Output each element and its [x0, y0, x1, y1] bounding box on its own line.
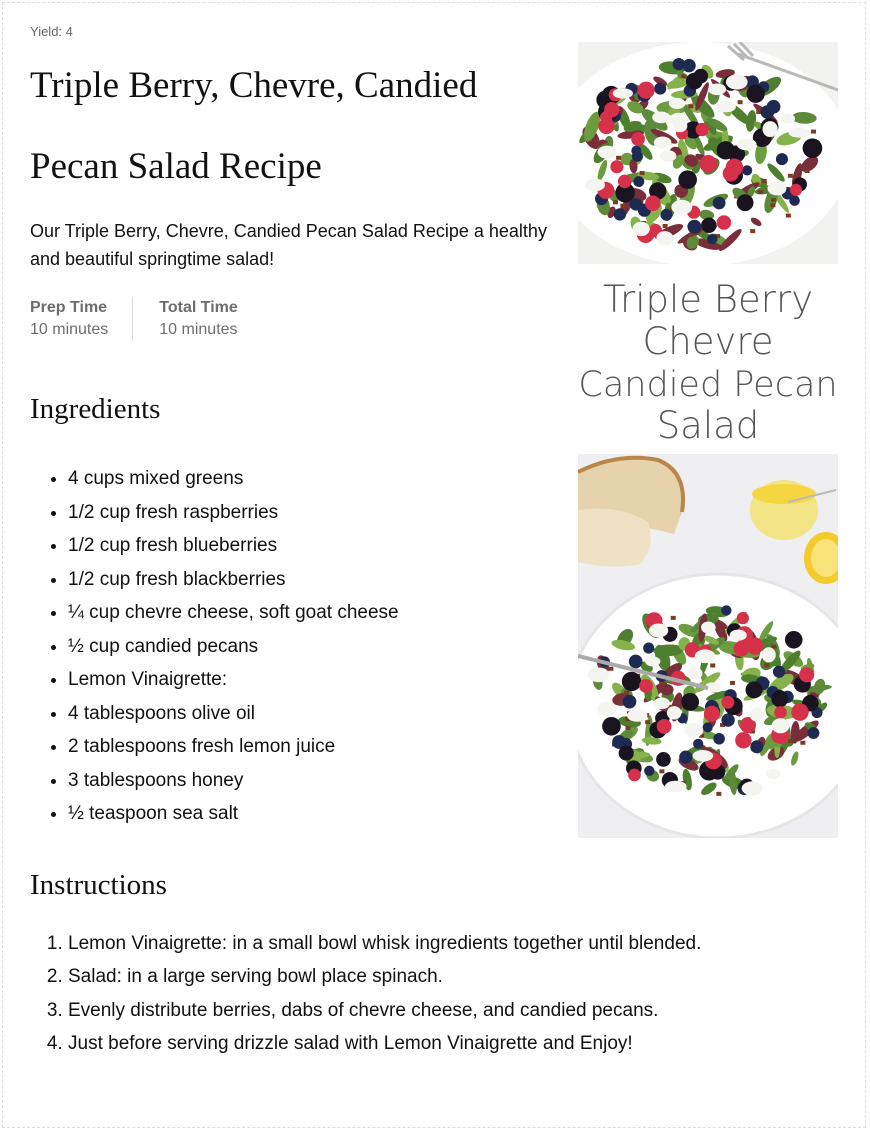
blueberry — [633, 176, 644, 187]
blackberry — [602, 717, 621, 736]
total-time-label: Total Time — [159, 299, 238, 316]
raspberry — [628, 769, 641, 782]
ingredients-heading: Ingredients — [30, 393, 161, 425]
blueberry — [660, 209, 672, 221]
chevre-dab — [671, 200, 692, 215]
raspberry — [717, 215, 732, 230]
chevre-dab — [598, 146, 617, 159]
raspberry — [618, 175, 632, 189]
recipe-yield: Yield: 4 — [30, 24, 73, 39]
chevre-dab — [685, 723, 704, 738]
pecan-piece — [616, 156, 621, 160]
blueberry — [713, 733, 725, 745]
prep-time-label: Prep Time — [30, 299, 108, 316]
ingredient-item: • ½ cup candied pecans — [68, 630, 588, 664]
ingredient-item: • 1/2 cup fresh blackberries — [68, 563, 588, 597]
chevre-dab — [660, 150, 676, 162]
blueberry — [679, 751, 692, 764]
blackberry — [747, 85, 765, 103]
raspberry — [774, 706, 787, 719]
pecan-piece — [811, 130, 816, 134]
pecan-piece — [800, 741, 805, 745]
ingredient-item: • 4 cups mixed greens — [68, 462, 588, 496]
raspberry — [638, 82, 655, 99]
chevre-dab — [654, 697, 670, 709]
blackberry — [737, 194, 754, 211]
blackberry — [771, 690, 788, 707]
chevre-dab — [772, 718, 790, 733]
chevre-dab — [649, 624, 668, 638]
ingredient-item: • ½ teaspoon sea salt — [68, 797, 588, 831]
blackberry — [785, 631, 803, 649]
blueberry — [808, 727, 820, 739]
salad-photo — [578, 42, 838, 838]
pecan-piece — [764, 663, 769, 667]
chevre-dab — [632, 222, 649, 236]
blueberry — [629, 655, 643, 669]
raspberry — [746, 637, 763, 654]
pecan-piece — [620, 204, 625, 208]
pecan-piece — [738, 100, 743, 104]
raspberry — [791, 703, 808, 720]
pecan-piece — [659, 769, 664, 773]
blueberry — [703, 722, 713, 732]
raspberry — [639, 679, 653, 693]
chevre-dab — [652, 111, 670, 123]
blueberry — [643, 642, 654, 653]
raspberry — [704, 706, 720, 722]
instruction-step: 1. Lemon Vinaigrette: in a small bowl whisk ingredients together until blended. — [68, 927, 868, 960]
raspberry — [721, 696, 734, 709]
chevre-dab — [701, 621, 716, 633]
chevre-dab — [588, 667, 610, 682]
blueberry — [776, 153, 788, 165]
blueberry — [707, 234, 717, 244]
pecan-piece — [688, 104, 693, 108]
raspberry — [790, 184, 802, 196]
pecan-piece — [730, 681, 735, 685]
pecan-piece — [640, 171, 645, 175]
overlay-line: Chevre — [642, 320, 774, 363]
blackberry — [701, 218, 716, 233]
overlay-line: Triple Berry — [602, 278, 814, 321]
chevre-dab — [750, 707, 765, 721]
chevre-dab — [766, 769, 781, 779]
instruction-step: 4. Just before serving drizzle salad with Lemon Vinaigrette and Enjoy! — [68, 1027, 868, 1060]
ingredient-item: • 1/2 cup fresh raspberries — [68, 496, 588, 530]
instruction-step: 2. Salad: in a large serving bowl place spinach. — [68, 960, 868, 993]
blueberry — [631, 146, 641, 156]
recipe-summary: Our Triple Berry, Chevre, Candied Pecan Salad Recipe a healthy and beautiful springtime salad! — [30, 221, 547, 269]
raspberry — [737, 612, 749, 624]
ingredient-item: • 3 tablespoons honey — [68, 764, 588, 798]
raspberry — [735, 732, 751, 748]
blackberry — [686, 73, 703, 90]
pecan-piece — [756, 110, 761, 114]
chevre-dab — [726, 74, 748, 89]
pecan-piece — [805, 169, 810, 173]
raspberry — [723, 166, 739, 182]
blackberry — [678, 170, 697, 189]
chevre-dab — [598, 702, 617, 717]
blackberry — [619, 746, 634, 761]
raspberry — [598, 118, 614, 134]
pecan-piece — [625, 726, 630, 730]
chevre-dab — [669, 113, 688, 126]
blackberry — [656, 752, 671, 767]
chevre-dab — [716, 101, 736, 112]
chevre-dab — [742, 781, 763, 795]
blueberry — [614, 208, 626, 220]
blueberry — [713, 197, 726, 210]
instructions-list — [30, 927, 868, 1060]
chevre-dab — [687, 667, 703, 679]
chevre-dab — [762, 121, 777, 137]
recipe-title: Triple Berry, Chevre, Candied Pecan Salad Recipe — [30, 65, 478, 187]
chevre-dab — [693, 750, 714, 762]
pecan-piece — [624, 690, 629, 694]
pecan-piece — [681, 74, 686, 78]
blueberry — [761, 105, 775, 119]
ingredient-item: • 2 tablespoons fresh lemon juice — [68, 730, 588, 764]
chevre-dab — [627, 709, 647, 722]
ingredient-item: • 4 tablespoons olive oil — [68, 697, 588, 731]
chevre-dab — [665, 781, 687, 792]
chevre-dab — [645, 656, 660, 666]
ingredients-list — [30, 462, 588, 831]
chevre-dab — [667, 706, 682, 719]
instructions-heading: Instructions — [30, 869, 167, 901]
pecan-piece — [788, 174, 793, 178]
pecan-piece — [771, 645, 776, 649]
total-time — [133, 297, 238, 341]
chevre-dab — [708, 83, 726, 95]
raspberry — [699, 155, 717, 173]
blackberry — [803, 138, 823, 158]
chevre-dab — [669, 98, 686, 109]
chevre-dab — [789, 128, 810, 138]
raspberry — [645, 195, 661, 211]
blueberry — [750, 740, 763, 753]
chevre-dab — [762, 647, 776, 662]
blueberry — [682, 59, 695, 72]
chevre-dab — [730, 630, 747, 641]
blackberry — [681, 693, 699, 711]
pecan-piece — [716, 792, 721, 796]
overlay-line: Salad — [656, 404, 760, 447]
blueberry — [721, 605, 731, 615]
blueberry — [693, 739, 703, 749]
prep-time-value: 10 minutes — [30, 321, 109, 338]
chevre-dab — [737, 138, 757, 150]
blueberry — [742, 165, 752, 175]
raspberry — [631, 132, 645, 146]
chevre-dab — [695, 649, 716, 663]
ingredient-item: • ¼ cup chevre cheese, soft goat cheese — [68, 596, 588, 630]
pecan-piece — [710, 663, 715, 667]
chevre-dab — [767, 181, 786, 195]
pecan-piece — [663, 224, 668, 228]
blackberry — [717, 141, 735, 159]
pecan-piece — [750, 229, 755, 233]
blueberry — [623, 695, 637, 709]
blueberry — [644, 766, 654, 776]
blackberry — [746, 681, 763, 698]
pecan-piece — [770, 203, 775, 207]
instruction-step: 3. Evenly distribute berries, dabs of chevre cheese, and candied pecans. — [68, 994, 868, 1027]
raspberry — [604, 102, 619, 117]
pecan-piece — [771, 198, 776, 202]
pecan-piece — [786, 214, 791, 218]
blueberry — [721, 713, 734, 726]
blackberry — [622, 672, 641, 691]
pecan-piece — [608, 667, 613, 671]
ingredient-item: • Lemon Vinaigrette: — [68, 663, 588, 697]
raspberry — [610, 160, 623, 173]
chevre-dab — [613, 88, 633, 98]
blueberry — [687, 220, 701, 234]
prep-time — [30, 297, 133, 341]
ingredient-item: • 1/2 cup fresh blueberries — [68, 529, 588, 563]
blueberry — [773, 666, 785, 678]
blueberry — [654, 83, 666, 95]
pecan-piece — [762, 179, 767, 183]
chevre-dab — [656, 231, 673, 245]
pecan-piece — [758, 190, 763, 194]
overlay-line: Candied Pecan — [578, 365, 838, 405]
recipe-times — [30, 297, 238, 341]
total-time-value: 10 minutes — [159, 321, 238, 338]
chevre-dab — [654, 136, 672, 148]
raspberry — [657, 719, 672, 734]
pecan-piece — [671, 616, 676, 620]
vinaigrette-surface — [752, 484, 816, 504]
pecan-piece — [613, 200, 618, 204]
pecan-piece — [645, 720, 650, 724]
raspberry — [799, 667, 814, 682]
chevre-dab — [585, 179, 605, 192]
chevre-dab — [780, 114, 795, 124]
pecan-piece — [788, 739, 793, 743]
raspberry — [696, 123, 709, 136]
